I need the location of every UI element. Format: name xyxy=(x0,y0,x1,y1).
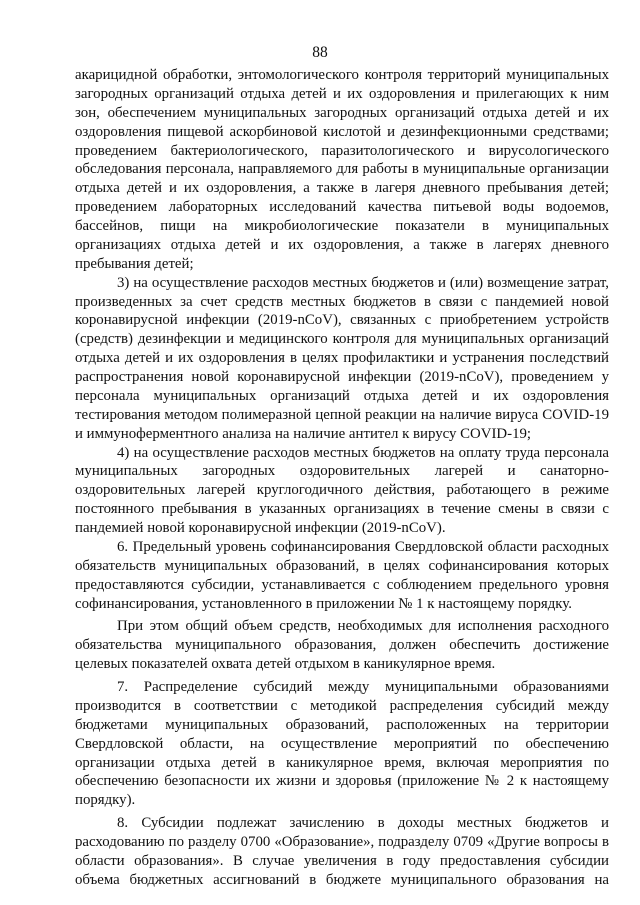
document-body xyxy=(75,66,609,890)
paragraph-section-7: 7. Распределение субсидий между муниципальными образованиями производится в соответствии с методикой распределения субсидий между бюджетами муниципальных образований, расположенных на территории Свердловской области, на осуществление мероприятий по обеспечению организации отдыха детей в каникулярное время, включая мероприятия по обеспечению безопасности их жизни и здоровья (приложение № 2 к настоящему порядку). xyxy=(75,679,609,809)
page-number: 88 xyxy=(312,44,328,61)
paragraph-section-8: 8. Субсидии подлежат зачислению в доходы местных бюджетов и расходованию по разделу 0700 «Образование», подразделу 0709 «Другие вопросы в области образования». В случае увеличения в году предоставления субсидии объема бюджетных ассигнований в бюджете муниципального образования на xyxy=(75,815,609,888)
paragraph-item-3: 3) на осуществление расходов местных бюджетов и (или) возмещение затрат, произведенных за счет средств местных бюджетов в связи с пандемией новой коронавирусной инфекции (2019-nCoV), связанных с приобретением устройств (средств) дезинфекции и медицинского контроля для муниципальных организаций отдыха детей и их оздоровления в целях профилактики и устранения последствий распространения новой коронавирусной инфекции (2019-nCoV), проведением у персонала муниципальных организаций отдыха детей и их оздоровления тестирования методом полимеразной цепной реакции на наличие вируса COVID-19 и иммуноферментного анализа на наличие антител к вирусу COVID-19; xyxy=(75,274,609,442)
paragraph-section-6-note: При этом общий объем средств, необходимых для исполнения расходного обязательства муниципального образования, должен обеспечить достижение целевых показателей охвата детей отдыхом в каникулярное время. xyxy=(75,618,609,673)
paragraph-item-4: 4) на осуществление расходов местных бюджетов на оплату труда персонала муниципальных загородных оздоровительных лагерей и санаторно-оздоровительных лагерей круглогодичного действия, работающего в режиме постоянного пребывания в указанных организациях в течение смены в связи с пандемией новой коронавирусной инфекции (2019-nCoV). xyxy=(75,444,609,536)
paragraph-continuation: акарицидной обработки, энтомологического контроля территорий муниципальных загородных организаций отдыха детей и их оздоровления и прилегающих к ним зон, обеспечением муниципальных загородных организаций отдыха детей и их оздоровления пищевой аскорбиновой кислотой и дезинфекционными средствами; проведением бактериологического, паразитологического и вирусологического обследования персонала, направляемого для работы в муниципальные организации отдыха детей и их оздоровления, а также в лагеря дневного пребывания детей; проведением лабораторных исследований качества питьевой воды водоемов, бассейнов, пищи на микробиологические показатели в муниципальных организациях отдыха детей и их оздоровления, а также в лагерях дневного пребывания детей; xyxy=(75,67,609,272)
paragraph-section-6: 6. Предельный уровень софинансирования Свердловской области расходных обязательств муниципальных образований, в целях софинансирования которых предоставляются субсидии, устанавливается с соблюдением предельного уровня софинансирования, установленного в приложении № 1 к настоящему порядку. xyxy=(75,538,609,612)
